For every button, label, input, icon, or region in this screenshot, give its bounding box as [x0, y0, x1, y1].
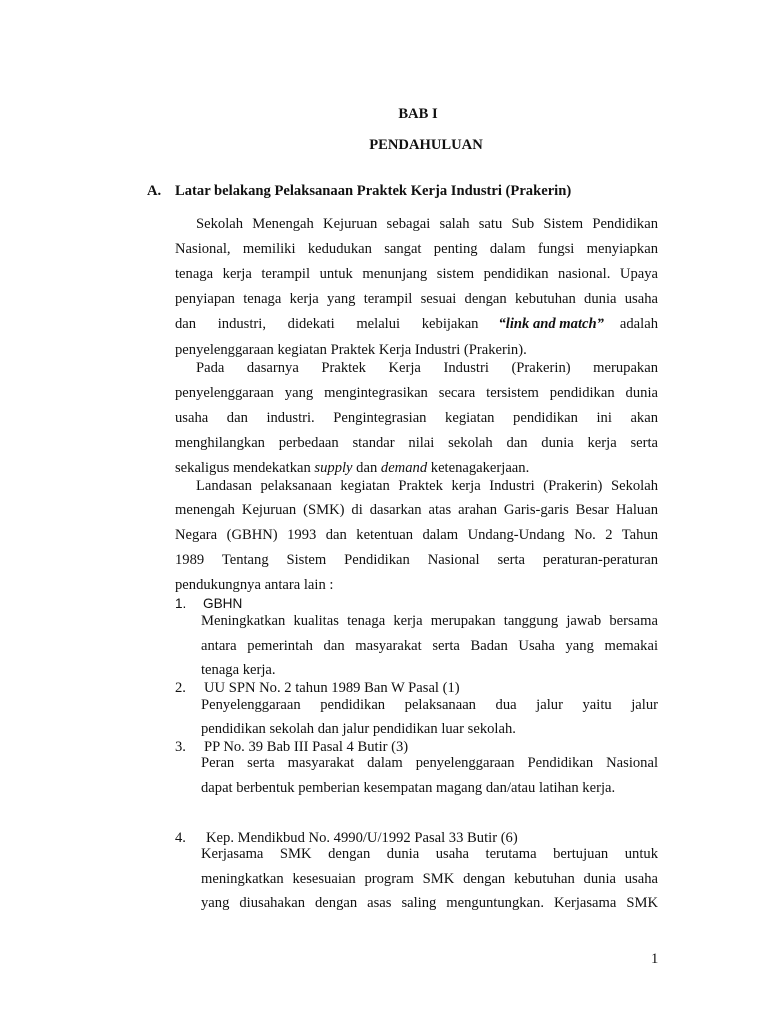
paragraph-line: Pada dasarnya Praktek Kerja Industri (Prakerin) merupakan [196, 360, 658, 376]
list-number: 4. [175, 830, 186, 846]
list-line: yang diusahakan dengan asas saling menguntungkan. Kerjasama SMK [201, 895, 658, 911]
list-line: tenaga kerja. [201, 662, 276, 678]
list-line: pendidikan sekolah dan jalur pendidikan luar sekolah. [201, 721, 516, 737]
section-letter: A. [147, 183, 162, 199]
line-segment: dan [352, 460, 381, 476]
paragraph-line: Nasional, memiliki kedudukan sangat penting dalam fungsi menyiapkan [175, 241, 658, 257]
paragraph-line: pendukungnya antara lain : [175, 577, 334, 593]
paragraph-line: penyiapan tenaga kerja yang terampil sesuai dengan kebutuhan dunia usaha [175, 291, 658, 307]
line-segment: adalah [619, 316, 658, 332]
paragraph-line: 1989 Tentang Sistem Pendidikan Nasional serta peraturan-peraturan [175, 552, 658, 568]
list-number: 3. [175, 739, 186, 755]
paragraph-line [175, 315, 658, 333]
page-number: 1 [651, 951, 659, 967]
chapter-title: PENDAHULUAN [369, 137, 483, 153]
list-number: 2. [175, 680, 186, 696]
list-title: Kep. Mendikbud No. 4990/U/1992 Pasal 33 Butir (6) [206, 830, 518, 846]
demand-term: demand [380, 460, 428, 476]
paragraph-line: penyelenggaraan kegiatan Praktek Kerja Industri (Prakerin). [175, 342, 527, 358]
chapter-heading: BAB I [398, 106, 438, 122]
paragraph-line: tenaga kerja terampil untuk menunjang sistem pendidikan nasional. Upaya [175, 266, 658, 282]
list-line: meningkatkan kesesuaian program SMK dengan kebutuhan dunia usaha [201, 871, 658, 887]
line-segment: ketenagakerjaan. [427, 460, 530, 476]
supply-term: supply [314, 460, 353, 476]
paragraph-line: menengah Kejuruan (SMK) di dasarkan atas arahan Garis-garis Besar Haluan [175, 502, 658, 518]
policy-term: “link and match” [498, 316, 604, 332]
list-line: Peran serta masyarakat dalam penyelenggaraan Pendidikan Nasional [201, 755, 658, 771]
list-line: antara pemerintah dan masyarakat serta Badan Usaha yang memakai [201, 638, 658, 654]
paragraph-line: menghilangkan perbedaan standar nilai sekolah dan dunia kerja serta [175, 435, 658, 451]
list-line: Kerjasama SMK dengan dunia usaha terutama bertujuan untuk [201, 846, 658, 862]
paragraph-line: usaha dan industri. Pengintegrasian kegiatan pendidikan ini akan [175, 410, 658, 426]
line-segment: sekaligus mendekatkan [175, 460, 315, 476]
list-line: Meningkatkan kualitas tenaga kerja merupakan tanggung jawab bersama [201, 613, 658, 629]
paragraph-line [175, 459, 529, 477]
paragraph-line: Sekolah Menengah Kejuruan sebagai salah satu Sub Sistem Pendidikan [196, 216, 658, 232]
paragraph-line: Negara (GBHN) 1993 dan ketentuan dalam Undang-Undang No. 2 Tahun [175, 527, 658, 543]
list-title: UU SPN No. 2 tahun 1989 Ban W Pasal (1) [204, 680, 460, 696]
paragraph-line: penyelenggaraan yang mengintegrasikan secara tersistem pendidikan dunia [175, 385, 658, 401]
list-title: GBHN [203, 596, 243, 611]
line-segment: dan industri, didekati melalui kebijakan [175, 316, 479, 332]
list-line: Penyelenggaraan pendidikan pelaksanaan dua jalur yaitu jalur [201, 697, 658, 713]
paragraph-line: Landasan pelaksanaan kegiatan Praktek kerja Industri (Prakerin) Sekolah [196, 478, 658, 494]
list-number: 1. [175, 596, 187, 611]
list-line: dapat berbentuk pemberian kesempatan magang dan/atau latihan kerja. [201, 780, 616, 796]
section-title: Latar belakang Pelaksanaan Praktek Kerja Industri (Prakerin) [175, 183, 572, 199]
list-title: PP No. 39 Bab III Pasal 4 Butir (3) [204, 739, 409, 755]
